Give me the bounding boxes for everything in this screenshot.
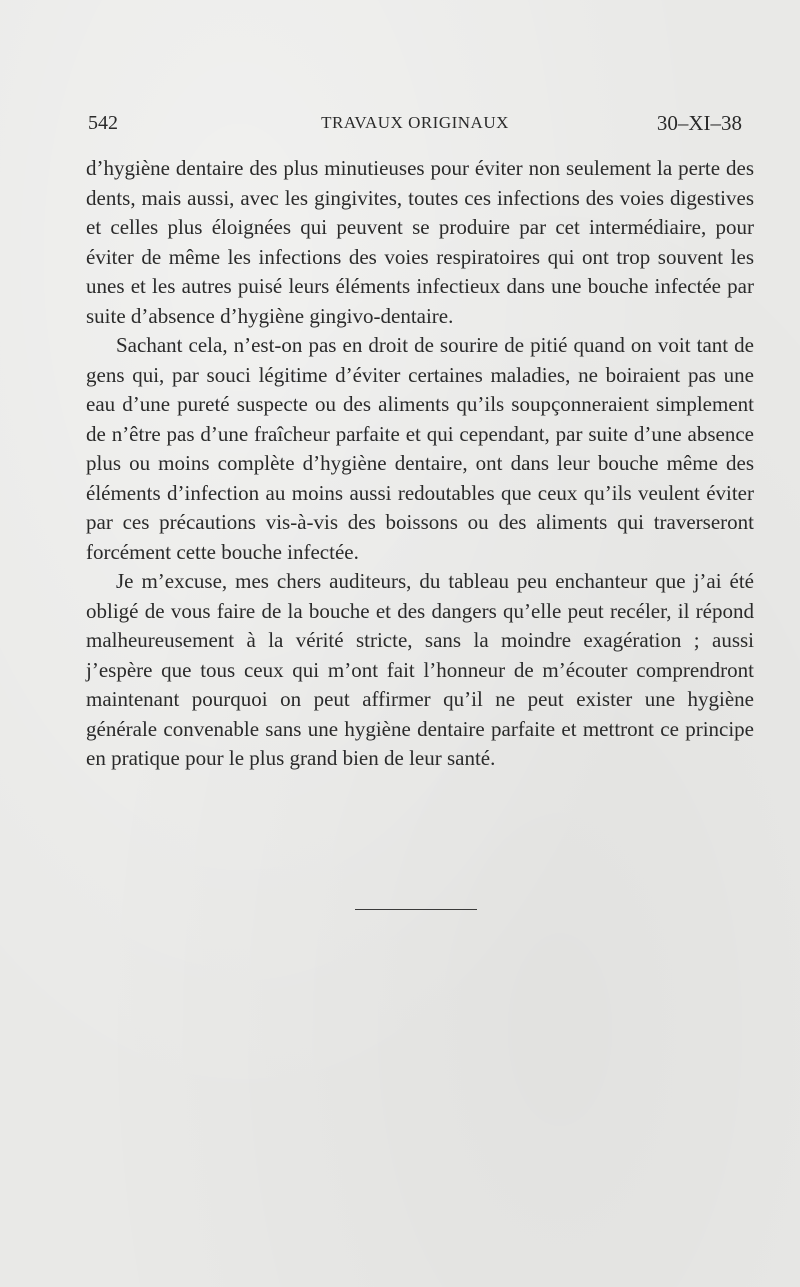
paragraph-continuation: d’hygiène dentaire des plus minutieuses pour éviter non seulement la perte des dents, mais aussi, avec les gingivites, toutes ces infections des voies digestives et celles plus éloignées qui peuvent se produire par cet intermédiaire, pour éviter de même les infections des voies respiratoires qui ont trop souvent les unes et les autres puisé leurs éléments infectieux dans une bouche infectée par suite d’absence d’hygiène gingivo-dentaire. — [86, 156, 754, 328]
running-head — [88, 108, 742, 138]
running-head-date: 30–XI–38 — [656, 111, 742, 135]
running-head-title: TRAVAUX ORIGINAUX — [321, 113, 509, 132]
body-text — [86, 154, 754, 774]
page-number: 542 — [88, 112, 118, 134]
end-rule — [355, 909, 477, 910]
paragraph-closing: Je m’excuse, mes chers auditeurs, du tableau peu enchanteur que j’ai été obligé de vous faire de la bouche et des dangers qu’elle peut recéler, il répond malheureusement à la vérité stricte, sans la moindre exagération ; aussi j’espère que tous ceux qui m’ont fait l’honneur de m’écouter comprendront maintenant pourquoi on peut affirmer qu’il ne peut exister une hygiène générale convenable sans une hygiène dentaire parfaite et mettront ce principe en pratique pour le plus grand bien de leur santé. — [86, 569, 754, 770]
paragraph: Sachant cela, n’est-on pas en droit de sourire de pitié quand on voit tant de gens qui, par souci légitime d’éviter certaines maladies, ne boiraient pas une eau d’une pureté suspecte ou des aliments qu’ils soupçonneraient simplement de n’être pas d’une fraîcheur parfaite et qui cependant, par suite d’une absence plus ou moins complète d’hygiène dentaire, ont dans leur bouche même des éléments d’infection au moins aussi redoutables que ceux qu’ils veulent éviter par ces précautions vis-à-vis des boissons ou des aliments qui traverseront forcément cette bouche infectée. — [86, 333, 754, 564]
